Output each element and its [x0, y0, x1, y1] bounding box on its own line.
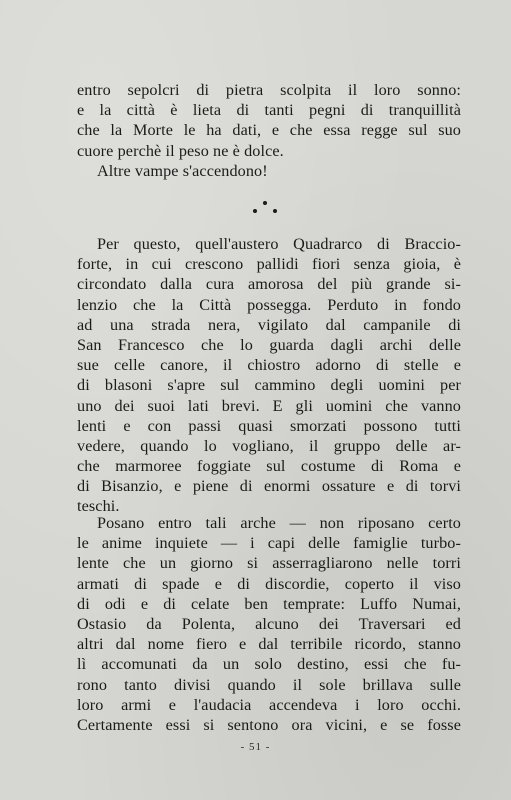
text-line: di Bisanzio, e piene di enormi ossature e di torvi	[77, 477, 461, 496]
text-line: rono tanto divisi quando il sole brillava sulle	[77, 675, 461, 694]
text-line: e la città è lieta di tanti pegni di tranquillità	[77, 101, 461, 120]
top-paragraph	[77, 80, 461, 181]
text-line: di odi e di celate ben temprate: Luffo Numai,	[77, 594, 461, 613]
text-line: entro sepolcri di pietra scolpita il loro sonno:	[77, 81, 461, 99]
text-line: forte, in cui crescono pallidi fiori senza gioia, è	[77, 255, 461, 274]
text-line: sue celle canore, il chiostro adorno di stelle e	[77, 356, 461, 375]
text-line: cuore perchè il peso ne è dolce.	[77, 141, 284, 160]
text-line: Posano entro tali arche — non riposano certo	[97, 514, 461, 532]
text-line: uno dei suoi lati brevi. E gli uomini che vanno	[77, 396, 461, 415]
text-line: circondato dalla cura amorosa del più grande si-	[77, 275, 461, 294]
text-line: loro armi e l'audacia accendeva i loro occhi.	[77, 695, 461, 714]
section-ornament	[252, 198, 280, 218]
text-line: ad una strada nera, vigilato dal campanile di	[77, 315, 461, 334]
text-line: Certamente essi si sentono ora vicini, e se fosse	[77, 715, 461, 734]
text-line: Ostasio da Polenta, alcuno dei Traversari ed	[77, 614, 461, 633]
text-line: lì accomunati da un solo destino, essi che fu-	[77, 655, 461, 674]
text-line: teschi.	[77, 497, 120, 516]
text-line: le anime inquiete — i capi delle famiglie turbo-	[77, 534, 461, 553]
exclamation-line: Altre vampe s'accendono!	[97, 161, 268, 180]
text-line: armati di spade e di discordie, coperto il viso	[77, 574, 461, 593]
paragraph-quadrarco	[77, 234, 461, 517]
page-number: - 51 -	[240, 741, 271, 753]
text-line: vedere, quando lo vogliano, il gruppo delle ar-	[77, 436, 461, 455]
text-line: lente che un giorno si asserragliarono nelle torri	[77, 554, 461, 573]
text-line: altri dal nome fiero e dal terribile ricordo, stanno	[77, 635, 461, 654]
paragraph-arche	[77, 513, 461, 735]
text-line: che marmoree foggiate sul costume di Roma e	[77, 457, 461, 476]
text-line: Per questo, quell'austero Quadrarco di Braccio-	[97, 235, 461, 253]
text-line: che la Morte le ha dati, e che essa regge sul suo	[77, 121, 461, 140]
text-line: lenzio che la Città possegga. Perduto in fondo	[77, 295, 461, 314]
text-line: San Francesco che lo guarda dagli archi delle	[77, 335, 461, 354]
text-line: di blasoni s'apre sul cammino degli uomini per	[77, 376, 461, 395]
text-line: lenti e con passi quasi smorzati possono tutti	[77, 416, 461, 435]
